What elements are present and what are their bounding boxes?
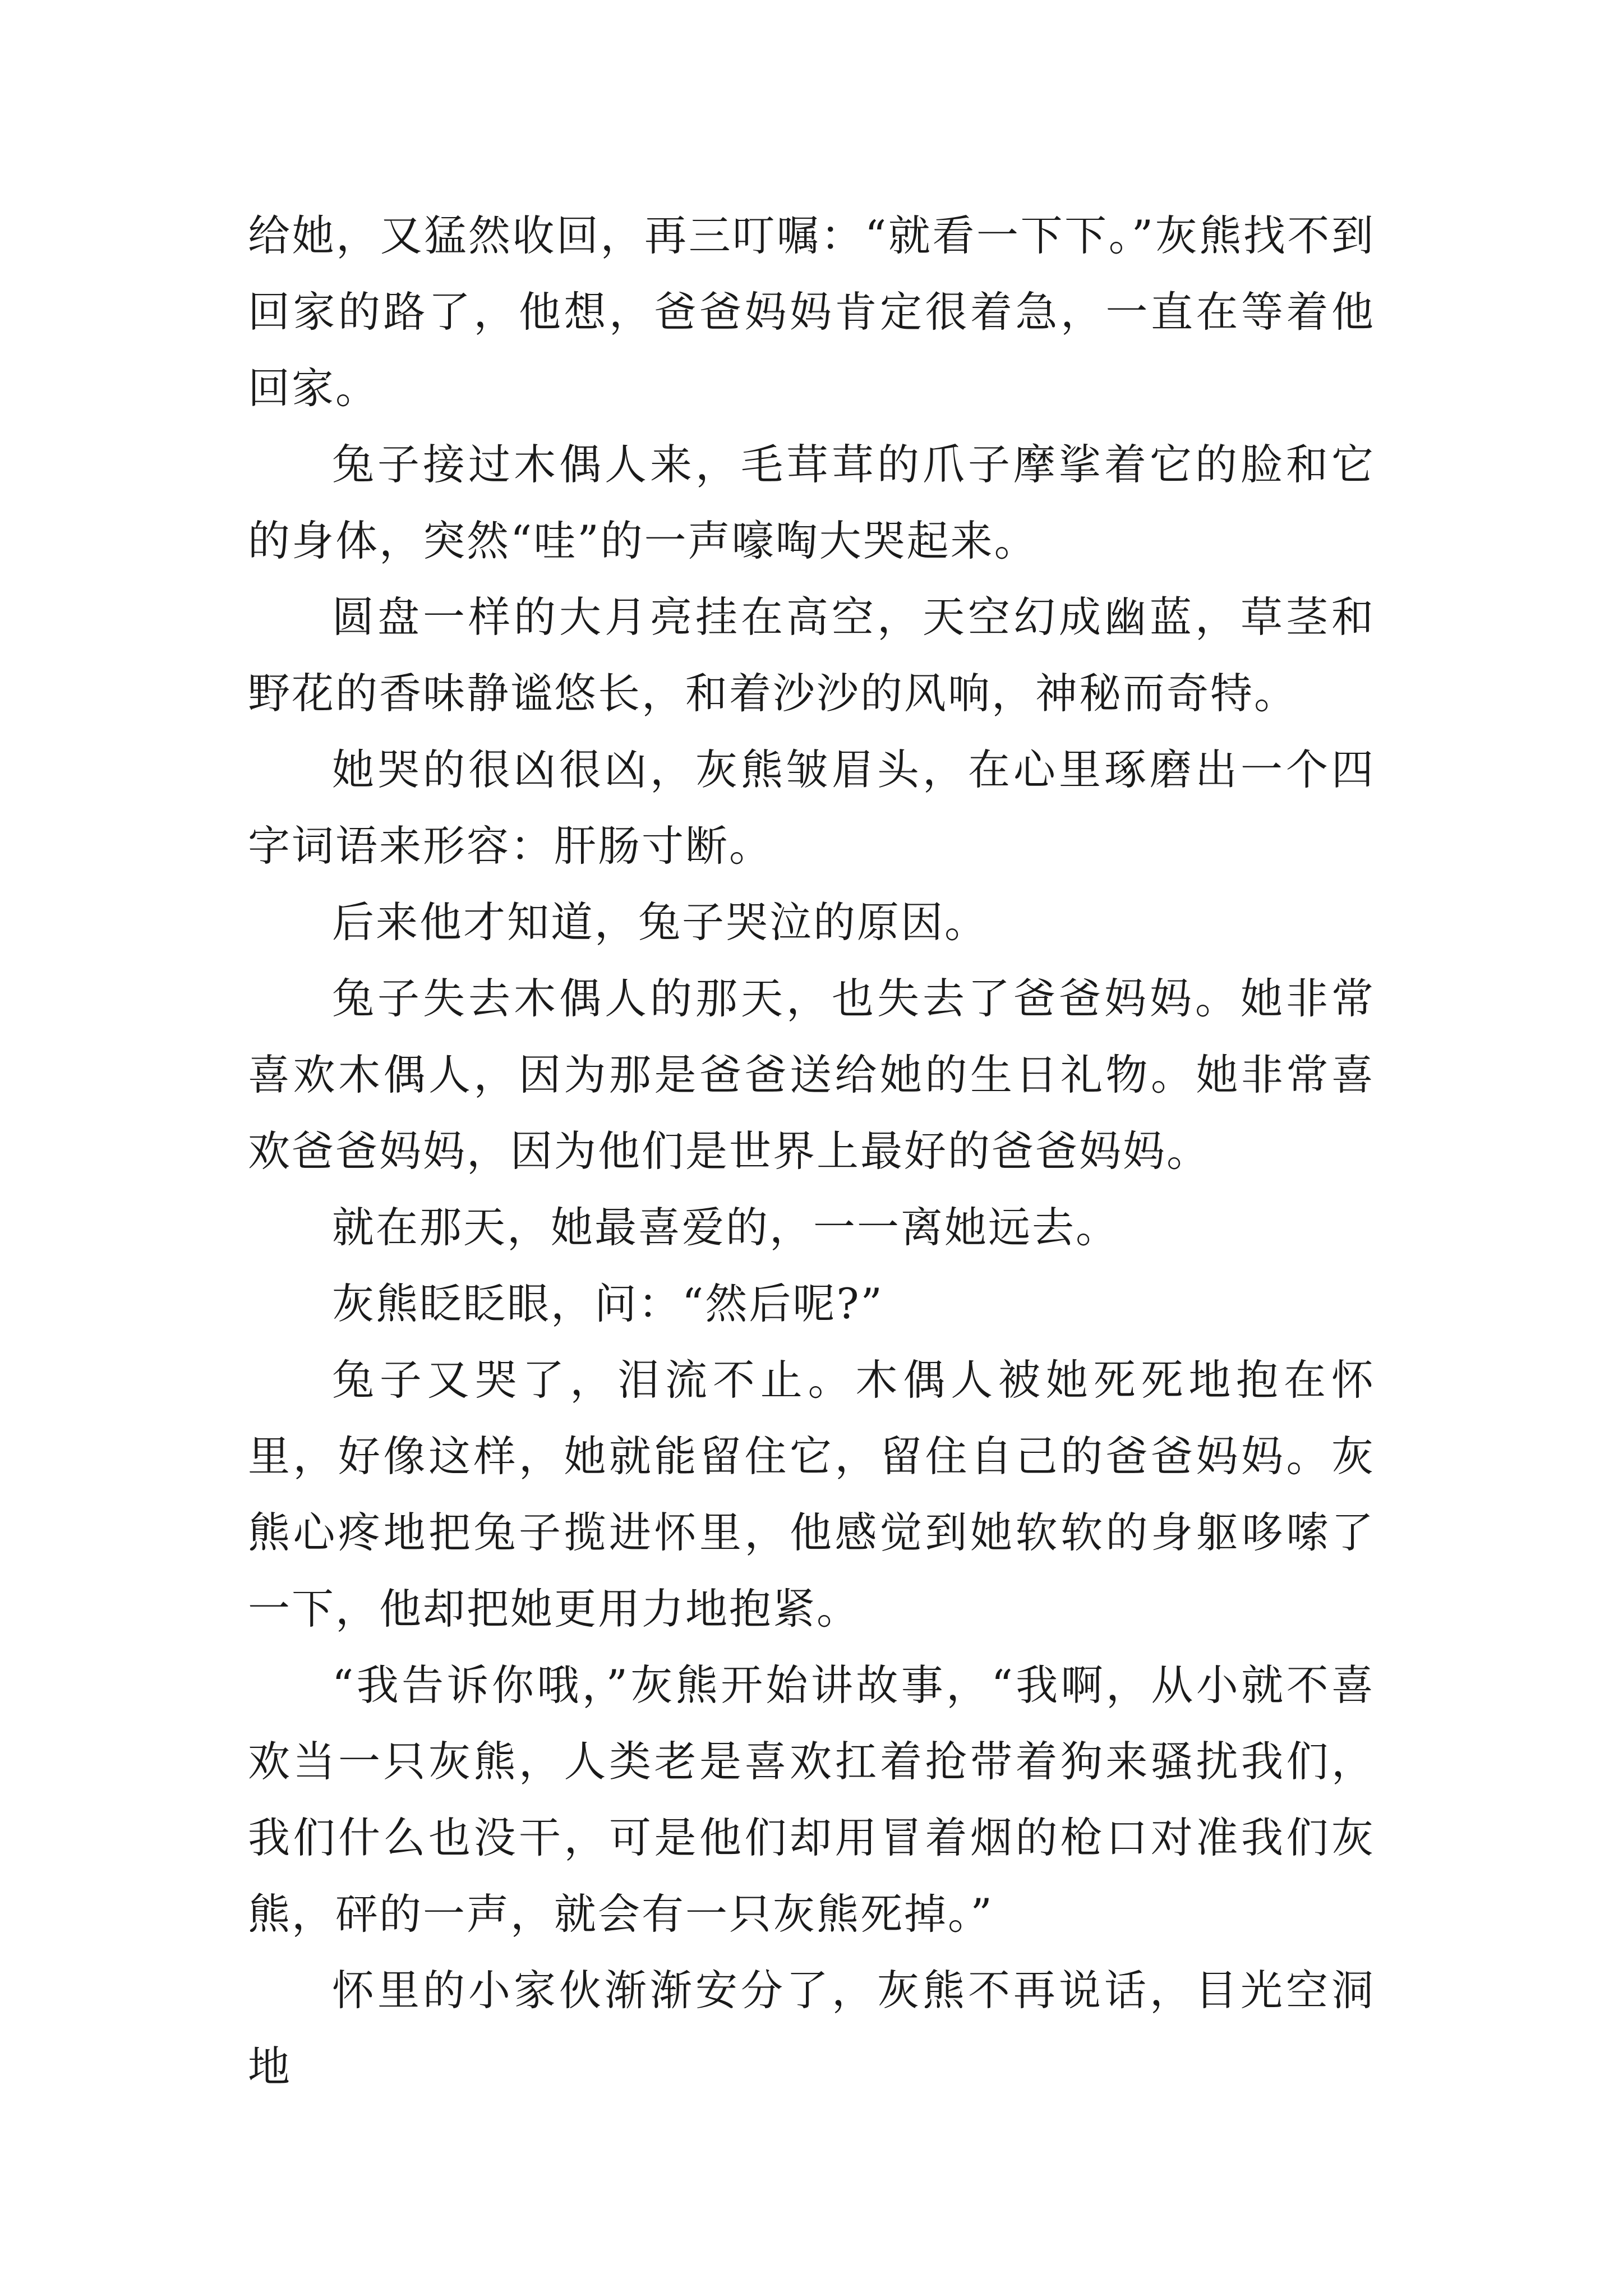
paragraph: 灰熊眨眨眼，问：“然后呢?” [332,1279,884,1328]
paragraph: 兔子接过木偶人来，毛茸茸的爪子摩挲着它的脸和它的身体，突然“哇”的一声嚎啕大哭起来。 [248,440,1375,565]
paragraph: 就在那天，她最喜爱的，一一离她远去。 [332,1203,1120,1252]
paragraph: “我告诉你哦，”灰熊开始讲故事，“我啊，从小就不喜欢当一只灰熊，人类老是喜欢扛着抢带着狗来骚扰我们，我们什么也没干，可是他们却用冒着烟的枪口对准我们灰熊，砰的一声，就会有一只灰熊死掉。” [248,1660,1375,1939]
paragraph: 怀里的小家伙渐渐安分了，灰熊不再说话，目光空洞地 [248,1966,1375,2091]
paragraph: 兔子又哭了，泪流不止。木偶人被她死死地抱在怀里，好像这样，她就能留住它，留住自己的爸爸妈妈。灰熊心疼地把兔子揽进怀里，他感觉到她软软的身躯哆嗦了一下，他却把她更用力地抱紧。 [248,1355,1375,1634]
document-body [248,197,1375,2105]
paragraph: 后来他才知道，兔子哭泣的原因。 [332,898,989,947]
paragraph: 兔子失去木偶人的那天，也失去了爸爸妈妈。她非常喜欢木偶人，因为那是爸爸送给她的生日礼物。她非常喜欢爸爸妈妈，因为他们是世界上最好的爸爸妈妈。 [248,974,1375,1176]
paragraph: 她哭的很凶很凶，灰熊皱眉头，在心里琢磨出一个四字词语来形容：肝肠寸断。 [248,745,1375,871]
paragraph: 给她，又猛然收回，再三叮嘱：“就看一下下。”灰熊找不到回家的路了，他想，爸爸妈妈肯定很着急，一直在等着他回家。 [248,211,1375,413]
paragraph: 圆盘一样的大月亮挂在高空，天空幻成幽蓝，草茎和野花的香味静谧悠长，和着沙沙的风响，神秘而奇特。 [248,592,1375,718]
